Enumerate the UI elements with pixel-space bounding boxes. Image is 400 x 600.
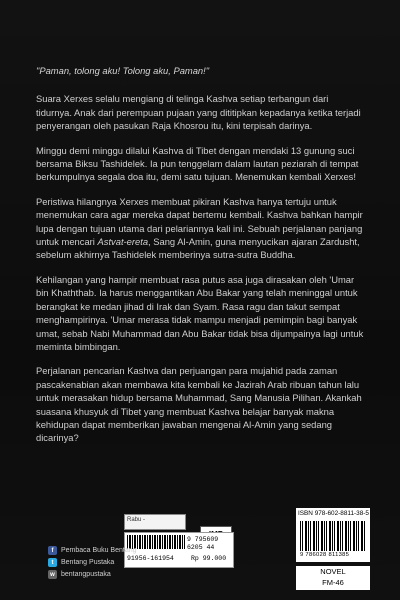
website-label: bentangpustaka xyxy=(61,571,111,578)
opening-quote: "Paman, tolong aku! Tolong aku, Paman!" xyxy=(36,65,210,76)
isbn-barcode-block xyxy=(296,508,370,562)
facebook-label: Pembaca Buku Bentang xyxy=(61,547,137,554)
paragraph-5: Perjalanan pencarian Kashva dan perjuangan para mujahid pada zaman pascakenabian akan membawa kita kembali ke Jazirah Arab ribuan tahun lalu untuk merasakan hidup bersama Muhammad, Sang Manusia Pilihan. Akankah suasana khusyuk di Tibet yang membuat Kashva belajar banyak makna kehidupan dapat memberikan jawaban mengenai Al-Amin yang sedang dicarinya? xyxy=(36,365,362,444)
facebook-link[interactable] xyxy=(48,546,137,555)
price-text: Rp 99.000 xyxy=(191,555,227,562)
isbn-number: ISBN 978-602-8811-38-5 xyxy=(298,510,369,517)
twitter-label: Bentang Pustaka xyxy=(61,559,115,566)
price-sticker xyxy=(124,532,234,568)
social-links xyxy=(48,546,137,582)
isbn-digits: 9 786028 811385 xyxy=(300,552,350,558)
twitter-icon: t xyxy=(48,558,57,567)
blurb xyxy=(36,64,366,456)
paragraph-3 xyxy=(36,195,366,262)
paragraph-3-text-end: , Sang Al-Amin, guna menyucikan ajaran Zardusht, sebelum akhirnya Tashidelek memberinya sutra-sutra Buddha. xyxy=(36,236,360,261)
paragraph-4: Kehilangan yang hampir membuat rasa putus asa juga dirasakan oleh 'Umar bin Khaththab. Ia harus menggantikan Abu Bakar yang telah meninggal untuk berangkat ke medan jihad di Irak dan Syam. Rasa ragu dan takut sempat menghampirinya. 'Umar merasa tidak mampu menjadi pemimpin bagi banyak umat, sebab Nabi Muhammad dan Abu Bakar tidak bisa dijumpainya lagi untuk meminta bimbingan. xyxy=(36,273,364,352)
catalog-code: FM-46 xyxy=(322,578,344,587)
category-label xyxy=(296,566,370,590)
store-code: 91956-161954 xyxy=(127,555,174,562)
paragraph-1: Suara Xerxes selalu mengiang di telinga Kashva setiap terbangun dari tidurnya. Anak dari perempuan pujaan yang dititipkan kepadanya ketika terjadi penyerangan oleh pasukan Raja Khosrou itu, kini terpisah darinya. xyxy=(36,93,361,132)
facebook-icon: f xyxy=(48,546,57,555)
price-code: 9 795609 6205 44 xyxy=(187,536,219,551)
isbn-barcode xyxy=(300,521,366,551)
paragraph-3-text: Peristiwa hilangnya Xerxes membuat pikiran Kashva hanya tertuju untuk menemukan cara agar mereka dapat bertemu kembali. Kashva bahkan hampir lupa dengan tujuan utama dari pelariannya kali ini. Sebuah perjalanan panjang untuk mencari xyxy=(36,195,363,248)
handwritten-note-sticker: Rabu - xyxy=(124,514,186,530)
genre-label: NOVEL xyxy=(320,567,346,576)
paragraph-2: Minggu demi minggu dilalui Kashva di Tibet dengan mendaki 13 gunung suci bersama Biksu Tashidelek. Ia pun tenggelam dalam lautan peziarah di tempat berkumpulnya segala doa itu, demi satu tujuan. Menemukan kembali Xerxes! xyxy=(36,144,359,183)
twitter-link[interactable] xyxy=(48,558,137,567)
web-icon: w xyxy=(48,570,57,579)
website-link[interactable] xyxy=(48,570,137,579)
paragraph-3-italic: Astvat-ereta xyxy=(97,236,149,248)
